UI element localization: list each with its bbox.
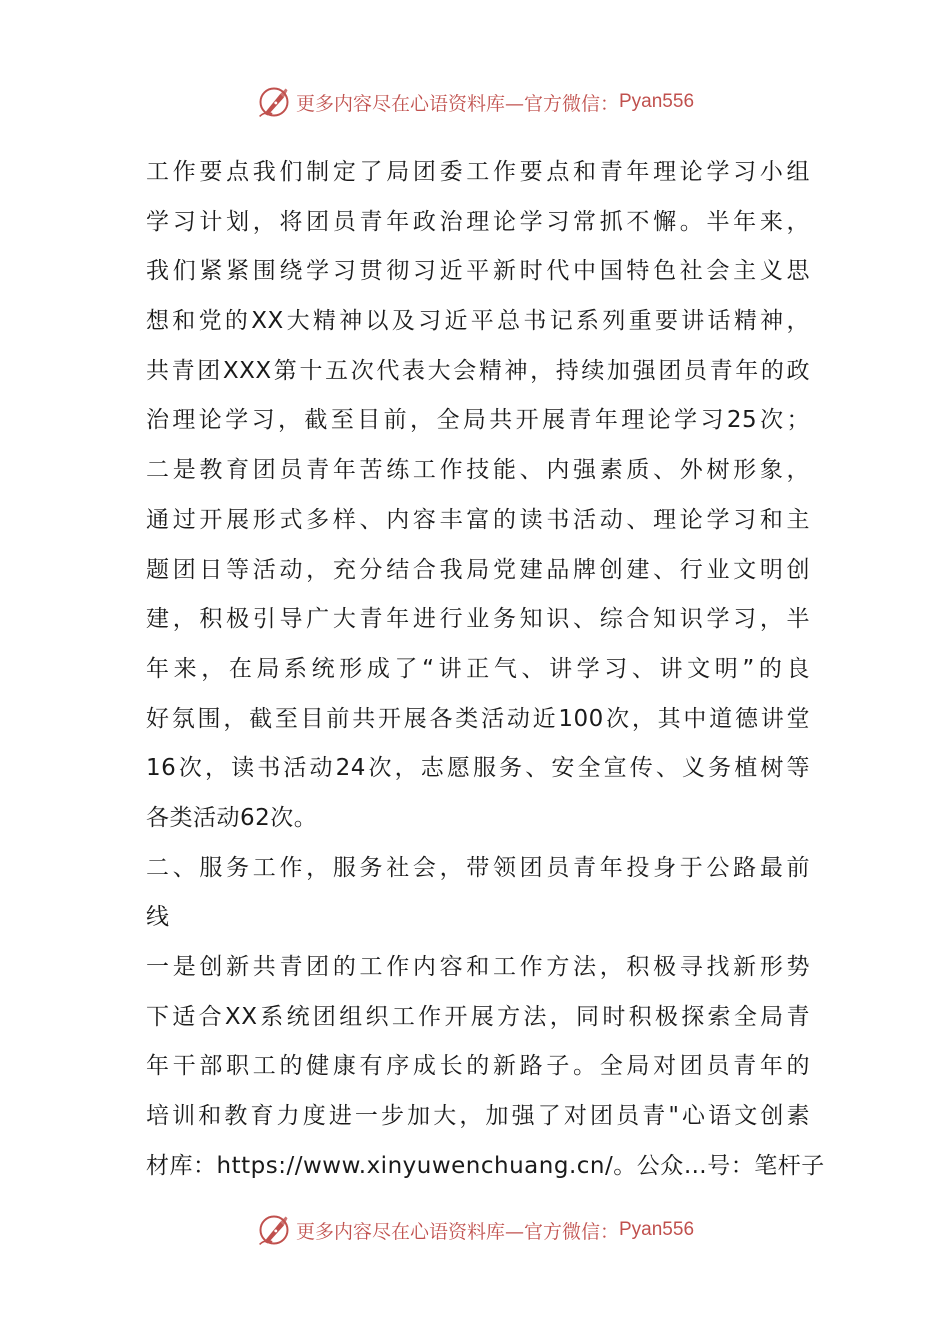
footer-banner-handle: Pyan556 (619, 1219, 695, 1240)
header-banner-handle: Pyan556 (619, 91, 695, 112)
body-line: 想和党的XX大精神以及习近平总书记系列重要讲话精神， (146, 308, 810, 335)
body-line: 好氛围，截至目前共开展各类活动近100次，其中道德讲堂 (146, 705, 810, 732)
body-line: 共青团XXX第十五次代表大会精神，持续加强团员青年的政 (146, 357, 810, 384)
body-line: 工作要点我们制定了局团委工作要点和青年理论学习小组 (146, 159, 810, 185)
footer-banner-text: 更多内容尽在心语资料库—官方微信： (295, 1220, 619, 1243)
body-line-with-url: 材库：https://www.xinyuwenchuang.cn/。公众…号：笔杆子 (146, 1152, 825, 1179)
body-line: 16次，读书活动24次，志愿服务、安全宣传、义务植树等 (146, 755, 810, 782)
body-line: 年干部职工的健康有序成长的新路子。全局对团员青年的 (146, 1053, 810, 1080)
section-heading-line: 线 (146, 904, 170, 931)
pen-nib-logo-icon (256, 1212, 292, 1248)
body-line: 一是创新共青团的工作内容和工作方法，积极寻找新形势 (146, 954, 810, 980)
body-line: 年来，在局系统形成了“讲正气、讲学习、讲文明”的良 (146, 655, 810, 682)
header-banner-text: 更多内容尽在心语资料库—官方微信： (295, 92, 619, 115)
body-line: 通过开展形式多样、内容丰富的读书活动、理论学习和主 (146, 506, 810, 533)
body-line: 各类活动62次。 (146, 804, 318, 831)
section-heading-line: 二、服务工作，服务社会，带领团员青年投身于公路最前 (146, 854, 810, 881)
body-line: 建，积极引导广大青年进行业务知识、综合知识学习，半 (146, 606, 810, 633)
document-body (146, 148, 825, 1191)
body-line: 培训和教育力度进一步加大，加强了对团员青"心语文创素 (146, 1103, 810, 1130)
footer-banner (0, 1208, 950, 1252)
body-line: 下适合XX系统团组织工作开展方法，同时积极探索全局青 (146, 1003, 810, 1030)
body-line: 学习计划，将团员青年政治理论学习常抓不懈。半年来， (146, 208, 810, 235)
body-line: 题团日等活动，充分结合我局党建品牌创建、行业文明创 (146, 556, 810, 583)
body-line: 治理论学习，截至目前，全局共开展青年理论学习25次； (146, 407, 810, 434)
pen-nib-logo-icon (256, 84, 292, 120)
body-line: 二是教育团员青年苦练工作技能、内强素质、外树形象， (146, 457, 810, 484)
header-banner (0, 80, 950, 124)
body-line: 我们紧紧围绕学习贯彻习近平新时代中国特色社会主义思 (146, 258, 810, 285)
